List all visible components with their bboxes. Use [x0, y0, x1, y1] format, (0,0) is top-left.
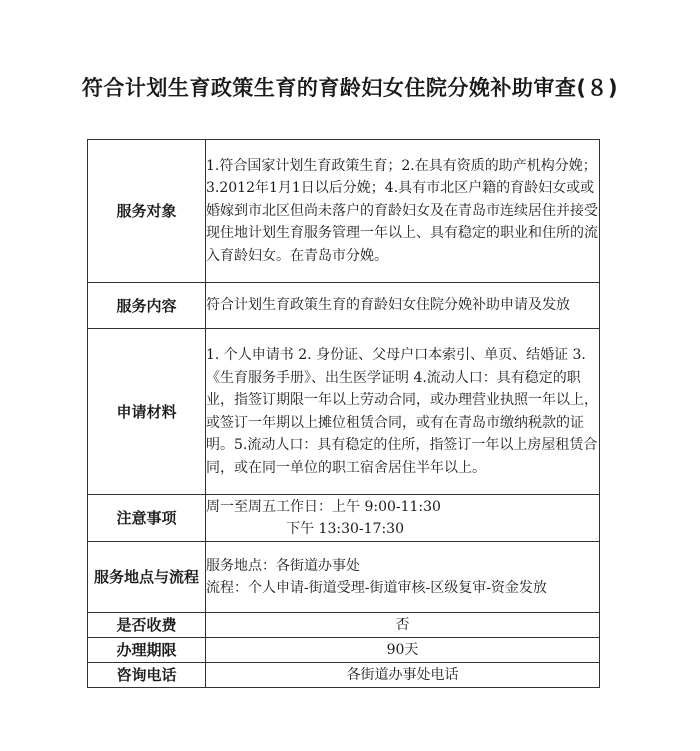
table-row-notes	[88, 495, 600, 542]
row-label: 办理期限	[88, 638, 206, 663]
table-row-fee	[88, 613, 600, 638]
document-title: 符合计划生育政策生育的育龄妇女住院分娩补助审查(８)	[81, 76, 619, 100]
table-row-service-target	[88, 140, 600, 283]
table-row-service-content	[88, 283, 600, 329]
row-content: 否	[206, 613, 600, 638]
table-row-contact-phone	[88, 663, 600, 688]
row-label: 服务地点与流程	[88, 542, 206, 613]
row-label: 是否收费	[88, 613, 206, 638]
row-label: 服务内容	[88, 283, 206, 329]
row-content: 周一至周五工作日：上午 9:00-11:30 下午 13:30-17:30	[206, 495, 600, 542]
row-label: 申请材料	[88, 329, 206, 495]
row-content: 90天	[206, 638, 600, 663]
table-row-processing-time	[88, 638, 600, 663]
row-content: 1.符合国家计划生育政策生育；2.在具有资质的助产机构分娩； 3.2012年1月1日以后分娩；4.具有市北区户籍的育龄妇女或或婚嫁到市北区但尚未落户的育龄妇女及在青岛市连续居住并接受现住地计划生育服务管理一年以上、具有稳定的职业和住所的流入育龄妇女。在青岛市分娩。	[206, 140, 600, 283]
row-content: 服务地点：各街道办事处 流程：个人申请-街道受理-街道审核-区级复审-资金发放	[206, 542, 600, 613]
table-row-application-materials	[88, 329, 600, 495]
service-info-table	[87, 139, 606, 688]
table-row-location-process	[88, 542, 600, 613]
row-content: 1. 个人申请书 2. 身份证、父母户口本索引、单页、结婚证 3. 《生育服务手册》、出生医学证明 4.流动人口：具有稳定的职业，指签订期限一年以上劳动合同，或办理营业执照一年以上，或签订一年期以上摊位租赁合同，或有在青岛市缴纳税款的证明。5.流动人口：具有稳定的住所，指签订一年以上房屋租赁合同，或在同一单位的职工宿舍居住半年以上。	[206, 329, 600, 495]
row-label: 注意事项	[88, 495, 206, 542]
row-content: 符合计划生育政策生育的育龄妇女住院分娩补助申请及发放	[206, 283, 600, 329]
row-content: 各街道办事处电话	[206, 663, 600, 688]
row-label: 服务对象	[88, 140, 206, 283]
row-label: 咨询电话	[88, 663, 206, 688]
